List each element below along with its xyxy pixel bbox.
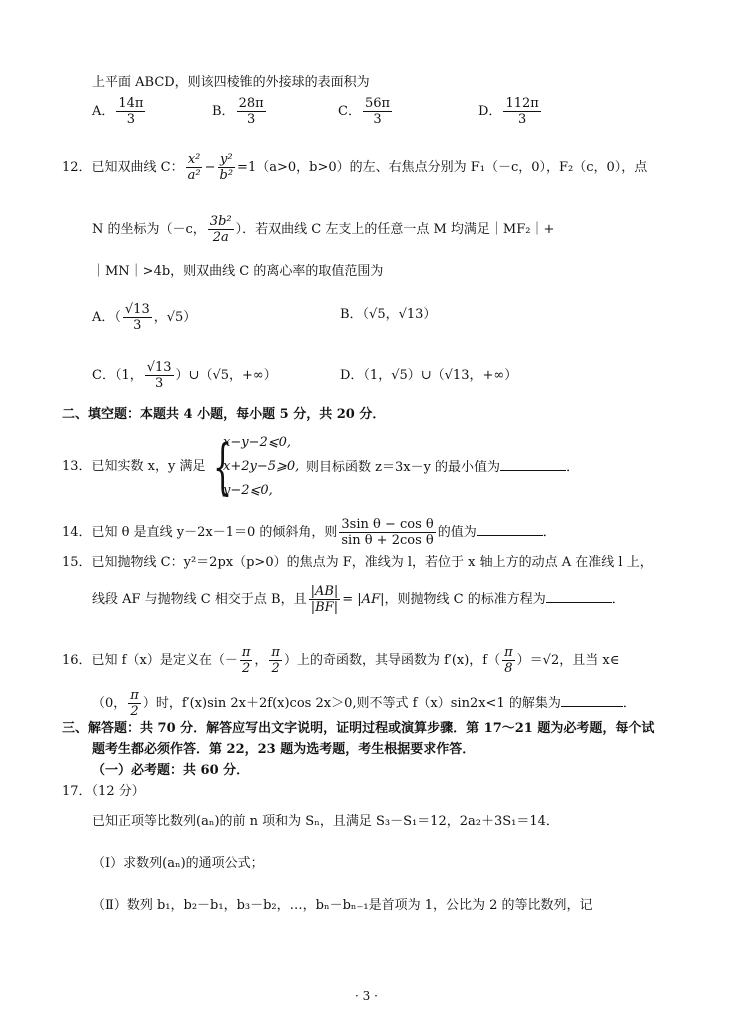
q12-line2-post: ）．若双曲线 C 左支上的任意一点 M 均满足｜MF₂｜+ [235,222,555,237]
q17-stem: 已知正项等比数列(aₙ)的前 n 项和为 Sₙ，且满足 S₃－S₁＝12，2a₂＋3S₁＝14． [92,814,559,829]
answer-blank[interactable] [477,523,543,536]
frac-num: 56π [364,96,391,111]
q16-frac-pi2-b [269,645,282,676]
option-tail: ）∪（√5，+∞） [175,368,277,383]
q17-heading: 17．（12 分） [62,784,145,799]
q16-line1-post: ）上的奇函数，其导函数为 f′(x)，f（ [283,653,501,668]
q16-frac-pi2-c [128,688,141,719]
option-fraction [363,96,392,127]
frac-den: 3 [154,376,164,391]
frac-den: 3 [246,112,256,127]
q15-fraction [309,584,341,615]
q16-line1-pre: 16．已知 f（x）是定义在（－ [62,653,238,668]
q15-line2 [92,584,625,615]
frac-num: 28π [238,96,264,111]
q12-option-a [92,302,196,333]
q14-pre: 14．已知 θ 是直线 y－2x－1＝0 的倾斜角，则 [62,525,338,540]
frac-num: x² [187,152,201,167]
frac-den: 2a [212,230,229,245]
q16-end: ． [622,696,636,711]
q15-line1: 15．已知抛物线 C：y²＝2px（p>0）的焦点为 F，准线为 l，若位于 x 轴上方的动点 A 在准线 l 上， [62,555,653,570]
q13-prefix: 13．已知实数 x，y 满足 [62,459,206,474]
frac-num: 14π [118,96,144,111]
option-label: C． [338,104,361,119]
q11-option-a [92,96,147,127]
q13-constraint-system [213,433,303,501]
option-fraction [237,96,266,127]
answer-blank[interactable] [561,694,623,707]
q12-frac-x [186,152,203,183]
frac-den: a² [187,168,201,183]
frac-num: 3b² [209,214,232,229]
q16-line1-end: ）＝√2，且当 x∈ [516,653,620,668]
q16-line2 [92,688,636,719]
q12-option-c [92,360,277,391]
option-fraction [116,96,145,127]
frac-num: π [504,645,513,660]
frac-den: sin θ + 2cos θ [341,533,434,548]
q16-comma: ， [254,653,268,668]
option-label: D． [478,104,502,119]
q17-part-1: （Ⅰ）求数列(aₙ)的通项公式； [92,856,264,871]
q12-option-b: B．（√5，√13） [340,307,437,322]
q12-prefix: 12．已知双曲线 C： [62,160,184,175]
option-fraction [123,302,152,333]
section-3-heading-cont: 题考生都必须作答．第 22，23 题为选考题，考生根据要求作答． [92,742,476,757]
q13-end: ． [566,460,580,475]
q11-option-b [212,96,268,127]
frac-den: 2 [130,704,139,719]
frac-den: b² [219,168,234,183]
option-label: A．（ [92,310,121,325]
q16-line2-pre: （0， [92,696,127,711]
frac-den: 3 [126,112,136,127]
q15-line2-post: ，则抛物线 C 的标准方程为 [384,592,546,607]
q13-constraint-3: y−2⩽0, [223,483,273,498]
q13-constraint-1: x−y−2⩽0, [223,435,292,450]
option-fraction [145,360,174,391]
frac-den: 2 [271,661,280,676]
q12-option-d: D．（1，√5）∪（√13，+∞） [340,368,518,383]
q13-post: 则目标函数 z＝3x－y 的最小值为 [306,460,501,475]
q14-post: 的值为 [437,525,477,540]
frac-num: √13 [124,302,150,317]
q12-frac-n [208,214,234,245]
q15-line2-pre: 线段 AF 与抛物线 C 相交于点 B，且 [92,592,307,607]
frac-den: 3 [133,318,142,333]
answer-blank[interactable] [500,458,566,471]
frac-den: 8 [504,661,513,676]
frac-num: |AB| [310,584,339,599]
q15-eq: = |AF| [342,592,385,607]
frac-num: 112π [505,96,539,111]
left-brace-icon: { [213,432,233,502]
frac-num: π [271,645,280,660]
q12-line2-pre: N 的坐标为（－c， [92,222,206,237]
frac-num: y² [219,152,233,167]
frac-den: 2 [241,661,251,676]
q12-line2 [92,214,554,245]
option-label: B． [212,104,235,119]
q16-line1 [62,645,619,676]
q12-line1 [62,152,647,183]
option-fraction [503,96,540,127]
q14-end: ． [542,525,556,540]
frac-den: 3 [517,112,527,127]
section-2-heading: 二、填空题：本题共 4 小题，每小题 5 分，共 20 分． [62,407,386,422]
q16-frac-pi8 [502,645,515,676]
frac-den: |BF| [310,600,339,615]
minus-sign: − [204,160,216,175]
q13-constraint-2: x+2y−5⩾0, [223,459,300,474]
required-questions-heading: （一）必考题：共 60 分． [92,763,250,778]
q17-part-2: （Ⅱ）数列 b₁，b₂－b₁，b₃－b₂，…，bₙ－bₙ₋₁是首项为 1，公比为 2 的等比数列，记 [92,898,593,913]
answer-blank[interactable] [546,590,612,603]
frac-num: π [130,688,139,703]
q14-line [62,517,556,548]
q11-option-c [338,96,394,127]
frac-den: 3 [373,112,382,127]
q13-question [306,458,579,477]
q14-fraction [339,517,435,548]
q16-frac-pi2 [240,645,253,676]
section-3-heading: 三、解答题：共 70 分．解答应写出文字说明，证明过程或演算步骤．第 17～21 题为必考题，每个试 [62,721,655,736]
option-tail: ，√5） [153,310,197,325]
frac-num: √13 [146,360,172,375]
frac-num: π [241,645,251,660]
option-label: A． [92,104,115,119]
frac-num: 3sin θ − cos θ [341,517,434,532]
q11-option-d [478,96,543,127]
q11-tail: 上平面 ABCD，则该四棱锥的外接球的表面积为 [92,75,370,90]
q12-frac-y [218,152,236,183]
q15-end: ． [611,592,625,607]
q16-line2-post: ）时，f′(x)sin 2x＋2f(x)cos 2x＞0,则不等式 f（x）sin2x<1 的解集为 [142,696,561,711]
page-number: · 3 · [355,989,378,1003]
option-label: C．（1， [92,368,143,383]
q12-line3: ｜MN｜>4b，则双曲线 C 的离心率的取值范围为 [92,264,384,279]
q12-after-eq: =1（a>0，b>0）的左、右焦点分别为 F₁（－c，0），F₂（c，0），点 [237,160,648,175]
